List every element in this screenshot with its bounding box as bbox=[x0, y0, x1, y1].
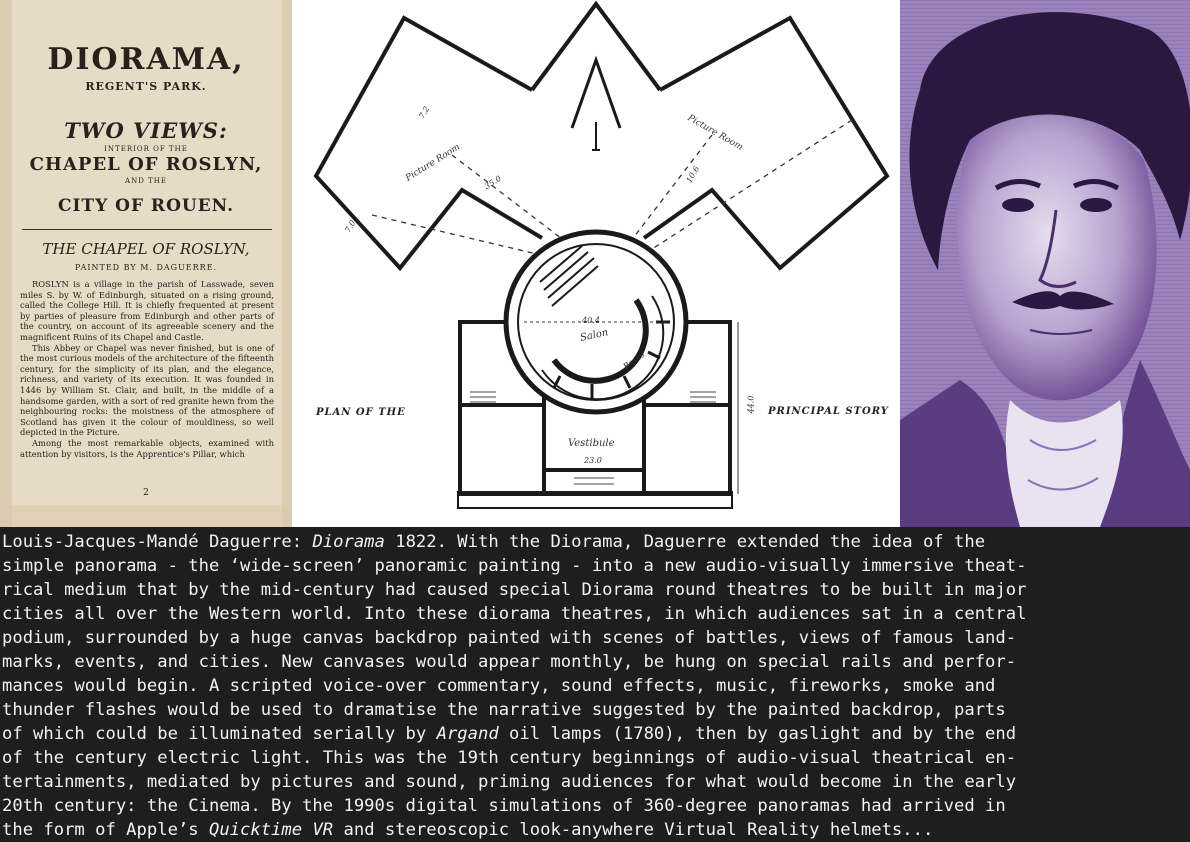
playbill-paragraph-1: ROSLYN is a village in the parish of Lasswade, seven miles S. by W. of Edinburgh, situated on a rising ground, called the College Hill. It is chiefly frequented at present by parties of pleasure from Edinburgh and other parts of the country, on account of its agreeable scenery and the magnificent Ruins of its Chapel and Castle. bbox=[20, 279, 274, 342]
picture-room-left-label: Picture Room bbox=[404, 142, 462, 184]
caption-line-1: Louis-Jacques-Mandé Daguerre: Diorama 1822. With the Diorama, Daguerre extended the idea of the bbox=[2, 532, 986, 552]
portrait-drawing bbox=[900, 0, 1190, 527]
right-room-dimension: 10.6 bbox=[684, 164, 702, 185]
center-v-wall bbox=[532, 4, 660, 90]
playbill-section-title: THE CHAPEL OF ROSLYN, bbox=[42, 240, 250, 258]
caption-line-9: of which could be illuminated serially by Argand oil lamps (1780), then by gaslight and by the end bbox=[2, 724, 1017, 744]
caption-line-8: thunder flashes would be used to dramatise the narrative suggested by the painted backdrop, parts bbox=[2, 700, 1006, 720]
playbill-divider bbox=[22, 229, 272, 230]
playbill-paragraph-2: This Abbey or Chapel was never finished, but is one of the most curious models of the architecture of the fifteenth century, for the simplicity of its plan, and the elegance, richness, and variety of its execution. It was founded in 1446 by William St. Clair, and built, in the middle of a handsome garden, with a sort of red granite hewn from the neighbouring rocks: the moistness of the atmosphere of Scotland has given it the colour of mouldiness, so well depicted in the Picture. bbox=[20, 342, 274, 438]
boxes-label: Boxes bbox=[621, 349, 647, 372]
playbill-paragraph-3: Among the most remarkable objects, examined with attention by visitors, is the Apprentice's Pillar, which bbox=[20, 437, 274, 459]
left-width-dimension: 7.0 bbox=[343, 218, 358, 235]
portrait-right-eye bbox=[1080, 198, 1112, 212]
inner-v bbox=[572, 60, 620, 128]
left-room-dimension: 35.0 bbox=[482, 173, 503, 192]
caption-line-10: of the century electric light. This was the 19th century beginnings of audio-visual theatrical en- bbox=[2, 748, 1017, 768]
side-dimension: 44.0 bbox=[746, 395, 756, 414]
playbill-title: DIORAMA, bbox=[47, 42, 245, 77]
caption-line-12: 20th century: the Cinema. By the 1990s digital simulations of 360-degree panoramas had arrived in bbox=[2, 796, 1006, 816]
playbill-subtitle: REGENT'S PARK. bbox=[85, 80, 207, 93]
playbill-image bbox=[0, 0, 292, 527]
caption-line-13: the form of Apple’s Quicktime VR and stereoscopic look-anywhere Virtual Reality helmets... bbox=[2, 820, 934, 840]
plan-label-right: PRINCIPAL STORY bbox=[768, 406, 889, 417]
quicktime-italic: Quicktime VR bbox=[208, 820, 334, 840]
caption-line-3: rical medium that by the mid-century had caused special Diorama round theatres to be built in major bbox=[2, 580, 1027, 600]
caption-line-4: cities all over the Western world. Into these diorama theatres, in which audiences sat in a central bbox=[2, 604, 1027, 624]
playbill-body bbox=[20, 279, 274, 459]
playbill-interior-of-the: INTERIOR OF THE bbox=[104, 145, 188, 153]
caption-line-11: tertainments, mediated by pictures and sound, priming audiences for what would become in the early bbox=[2, 772, 1017, 792]
daguerre-portrait bbox=[900, 0, 1190, 527]
floor-plan-image bbox=[292, 0, 900, 527]
caption-line-6: marks, events, and cities. New canvases would appear monthly, be hung on special rails and perfor- bbox=[2, 652, 1017, 672]
salon-label: Salon bbox=[579, 327, 610, 344]
caption-panel bbox=[0, 527, 1190, 841]
playbill-chapel-heading: CHAPEL OF ROSLYN, bbox=[29, 154, 263, 175]
plan-label-left: PLAN OF THE bbox=[316, 407, 406, 418]
top-left-dimension: 7.2 bbox=[417, 104, 432, 121]
caption-line-5: podium, surrounded by a huge canvas backdrop painted with scenes of battles, views of famous land- bbox=[2, 628, 1017, 648]
playbill-painted-by: PAINTED BY M. DAGUERRE. bbox=[74, 263, 218, 272]
portrait-left-eye bbox=[1002, 198, 1034, 212]
diorama-title: Diorama bbox=[312, 532, 385, 552]
playbill-page-number: 2 bbox=[143, 488, 149, 498]
caption-text bbox=[2, 530, 1188, 842]
salon-dimension: 40.4 bbox=[582, 316, 600, 325]
vestibule-label: Vestibule bbox=[568, 438, 615, 449]
caption-line-7: mances would begin. A scripted voice-over commentary, sound effects, music, fireworks, smoke and bbox=[2, 676, 996, 696]
playbill-and-the: AND THE bbox=[125, 177, 167, 185]
vestibule-dimension: 23.0 bbox=[584, 456, 602, 465]
argand-italic: Argand bbox=[436, 724, 499, 744]
picture-room-right-label: Picture Room bbox=[685, 113, 745, 153]
playbill-rouen-heading: CITY OF ROUEN. bbox=[57, 196, 235, 216]
caption-line-2: simple panorama - the ‘wide-screen’ panoramic painting - into a new audio-visually immersive theat- bbox=[2, 556, 1027, 576]
playbill-two-views: TWO VIEWS: bbox=[64, 118, 228, 143]
